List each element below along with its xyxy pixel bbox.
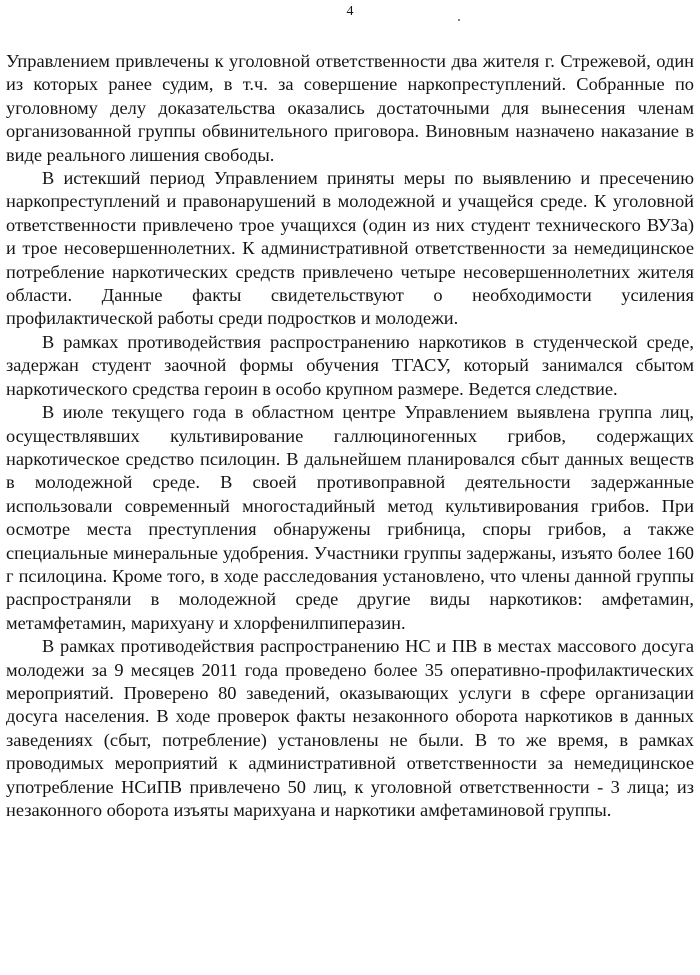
page-number: 4 [346,4,354,19]
scan-speck [458,19,460,21]
paragraph-2: В истекший период Управлением приняты меры по выявлению и пресечению наркопреступлений и правонарушений в молодежной и учащейся среде. К уголовной ответственности привлечено трое учащихся (один из них студент технического ВУЗа) и трое несовершеннолетних. К административной ответственности за немедицинское потребление наркотических средств привлечено четыре несовершеннолетних жителя области. Данные факты свидетельствуют о необходимости усиления профилактической работы среди подростков и молодежи. [6,168,694,329]
paragraph-3: В рамках противодействия распространению наркотиков в студенческой среде, задержан студент заочной формы обучения ТГАСУ, который занимался сбытом наркотического средства героин в особо крупном размере. Ведется следствие. [6,331,694,399]
paragraph-5: В рамках противодействия распространению НС и ПВ в местах массового досуга молодежи за 9 месяцев 2011 года проведено более 35 оперативно-профилактических мероприятий. Проверено 80 заведений, оказывающих услуги в сфере организации досуга населения. В ходе проверок факты незаконного оборота наркотиков в данных заведениях (сбыт, потребление) установлены не были. В то же время, в рамках проводимых мероприятий к административной ответственности за немедицинское употребление НСиПВ привлечено 50 лиц, к уголовной ответственности - 3 лица; из незаконного оборота изъяты марихуана и наркотики амфетаминовой группы. [6,636,694,820]
paragraph-1: Управлением привлечены к уголовной ответственности два жителя г. Стрежевой, один из которых ранее судим, в т.ч. за совершение наркопреступлений. Собранные по уголовному делу доказательства оказались достаточными для вынесения членам организованной группы обвинительного приговора. Виновным назначено наказание в виде реального лишения свободы. [6,51,694,165]
paragraph-4: В июле текущего года в областном центре Управлением выявлена группа лиц, осуществлявших культивирование галлюциногенных грибов, содержащих наркотическое средство псилоцин. В дальнейшем планировался сбыт данных веществ в молодежной среде. В своей противоправной деятельности задержанные использовали современный многостадийный метод культивирования грибов. При осмотре места преступления обнаружены грибница, споры грибов, а также специальные минеральные удобрения. Участники группы задержаны, изъято более 160 г псилоцина. Кроме того, в ходе расследования установлено, что члены данной группы распространяли в молодежной среде другие виды наркотиков: амфетамин, метамфетамин, марихуану и хлорфенилпиперазин. [6,402,694,633]
document-body [6,50,694,822]
